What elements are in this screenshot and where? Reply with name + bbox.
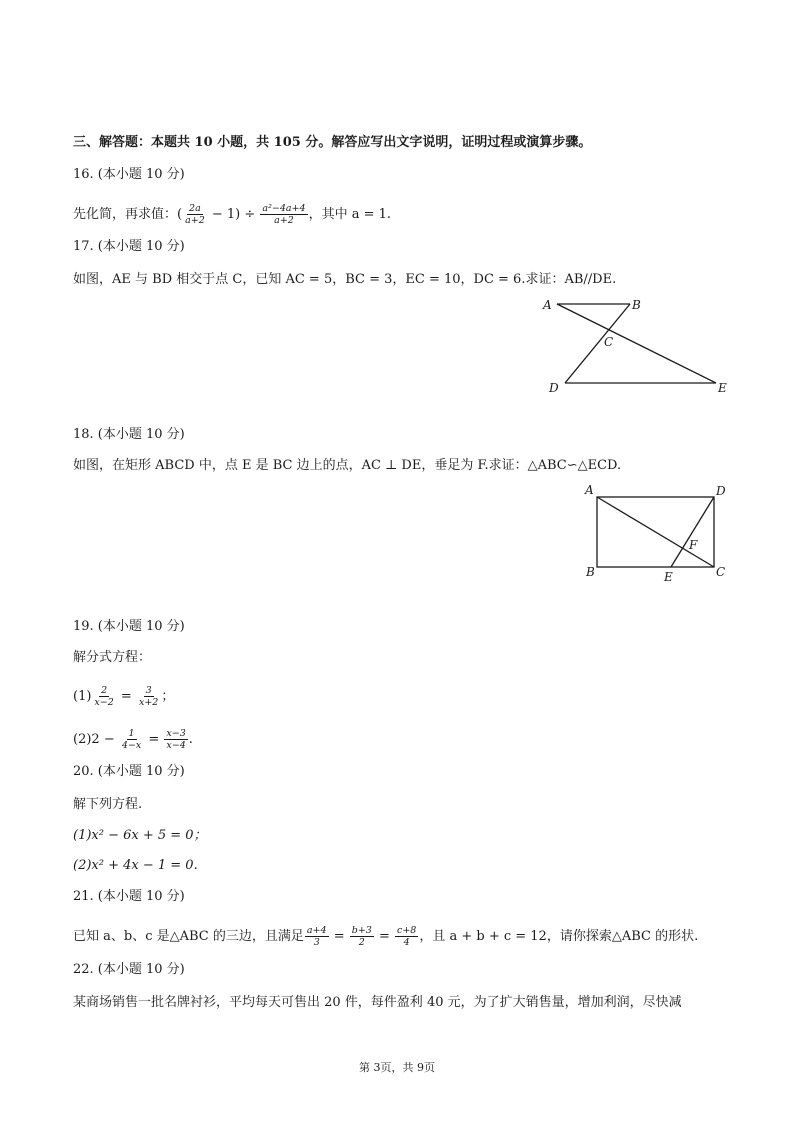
section-heading: 三、解答题：本题共 10 小题，共 105 分。解答应写出文字说明，证明过程或演算步骤。 [73, 135, 592, 150]
q20-intro: 解下列方程. [73, 797, 143, 812]
q20-header: 20. (本小题 10 分) [73, 764, 185, 779]
q18-label-d: D [716, 484, 726, 498]
q17-label-d: D [549, 381, 559, 395]
q20-equation-1: (1)x² − 6x + 5 = 0； [73, 828, 207, 843]
q19-eq2-f1-den: 4−x [121, 740, 142, 751]
q19-eq2-frac-1 [120, 728, 143, 751]
q19-eq1-equals: = [116, 689, 136, 704]
q21-text-2: ，且 a + b + c = 12，请你探索△ABC 的形状. [419, 929, 699, 944]
q19-eq1-prefix: (1) [73, 689, 92, 704]
q21-text-1: 已知 a、b、c 是△ABC 的三边，且满足 [73, 929, 304, 944]
q17-label-c: C [604, 335, 614, 349]
q17-header: 17. (本小题 10 分) [73, 239, 185, 254]
q22-header: 22. (本小题 10 分) [73, 962, 185, 977]
q17-figure [540, 294, 730, 396]
q19-eq2-f2-den: x−4 [166, 740, 186, 751]
q19-equation-2 [73, 728, 193, 751]
q21-f2-num: b+3 [351, 925, 372, 936]
q16-fraction-1 [183, 203, 207, 226]
q19-eq1-f1-num: 2 [101, 685, 108, 696]
q16-f1-num: 2a [189, 203, 201, 214]
q16-f1-den: a+2 [185, 215, 205, 226]
q18-label-e: E [664, 570, 673, 584]
q19-eq1-f1-den: x−2 [94, 697, 114, 708]
q16-f2-num: a²−4a+4 [262, 203, 306, 214]
q21-equals-1: = [329, 929, 349, 944]
q19-eq2-f1-num: 1 [128, 728, 135, 739]
q21-fraction-2 [350, 925, 374, 948]
q18-label-c: C [716, 565, 726, 579]
q17-text: 如图，AE 与 BD 相交于点 C，已知 AC = 5，BC = 3，EC = 10，DC = 6.求证：AB//DE. [73, 272, 617, 287]
q21-f3-den: 4 [403, 937, 410, 948]
page-footer: 第 3页，共 9页 [359, 1061, 435, 1074]
q17-label-b: B [632, 298, 641, 312]
q16-text-1: 先化简，再求值：( [73, 207, 183, 222]
q16-text-2: − 1) ÷ [207, 207, 260, 222]
q20-equation-2: (2)x² + 4x − 1 = 0. [73, 858, 198, 873]
q21-equals-2: = [374, 929, 394, 944]
q17-label-e: E [718, 381, 727, 395]
q18-label-f: F [689, 538, 698, 552]
q21-f1-num: a+4 [306, 925, 327, 936]
q16-fraction-2 [260, 203, 307, 226]
q22-text: 某商场销售一批名牌衬衫，平均每天可售出 20 件，每件盈利 40 元，为了扩大销售量，增加利润，尽快减 [73, 995, 682, 1010]
q19-eq1-end: ； [161, 689, 175, 704]
q21-fraction-1 [305, 925, 329, 948]
q19-eq2-prefix: (2)2 − [73, 732, 119, 747]
q19-intro: 解分式方程： [73, 650, 152, 665]
q18-figure [580, 480, 730, 586]
q19-header: 19. (本小题 10 分) [73, 619, 185, 634]
q19-eq2-end: . [188, 732, 193, 747]
q18-label-b: B [586, 565, 595, 579]
q18-label-a: A [585, 483, 594, 497]
q16-header: 16. (本小题 10 分) [73, 167, 185, 182]
q21-f2-den: 2 [358, 937, 365, 948]
q19-eq1-f2-den: x+2 [138, 697, 159, 708]
q18-header: 18. (本小题 10 分) [73, 427, 185, 442]
q19-equation-1 [73, 685, 174, 708]
q19-eq2-frac-2 [164, 728, 187, 751]
q21-fraction-3 [395, 925, 418, 948]
q16-text-3: ，其中 a = 1. [308, 207, 392, 222]
q19-eq1-f2-num: 3 [145, 685, 152, 696]
q19-eq2-f2-num: x−3 [166, 728, 186, 739]
q16-f2-den: a+2 [274, 215, 294, 226]
q19-eq2-equals: = [144, 732, 164, 747]
q21-f3-num: c+8 [397, 925, 417, 936]
q17-label-a: A [543, 298, 552, 312]
q21-header: 21. (本小题 10 分) [73, 889, 185, 904]
q16-body [73, 203, 391, 226]
q21-body [73, 925, 698, 948]
q18-text: 如图，在矩形 ABCD 中，点 E 是 BC 边上的点，AC ⊥ DE，垂足为 F.求证：△ABC∽△ECD. [73, 458, 622, 473]
q19-eq1-frac-2 [137, 685, 160, 708]
q21-f1-den: 3 [313, 937, 320, 948]
q19-eq1-frac-1 [92, 685, 115, 708]
